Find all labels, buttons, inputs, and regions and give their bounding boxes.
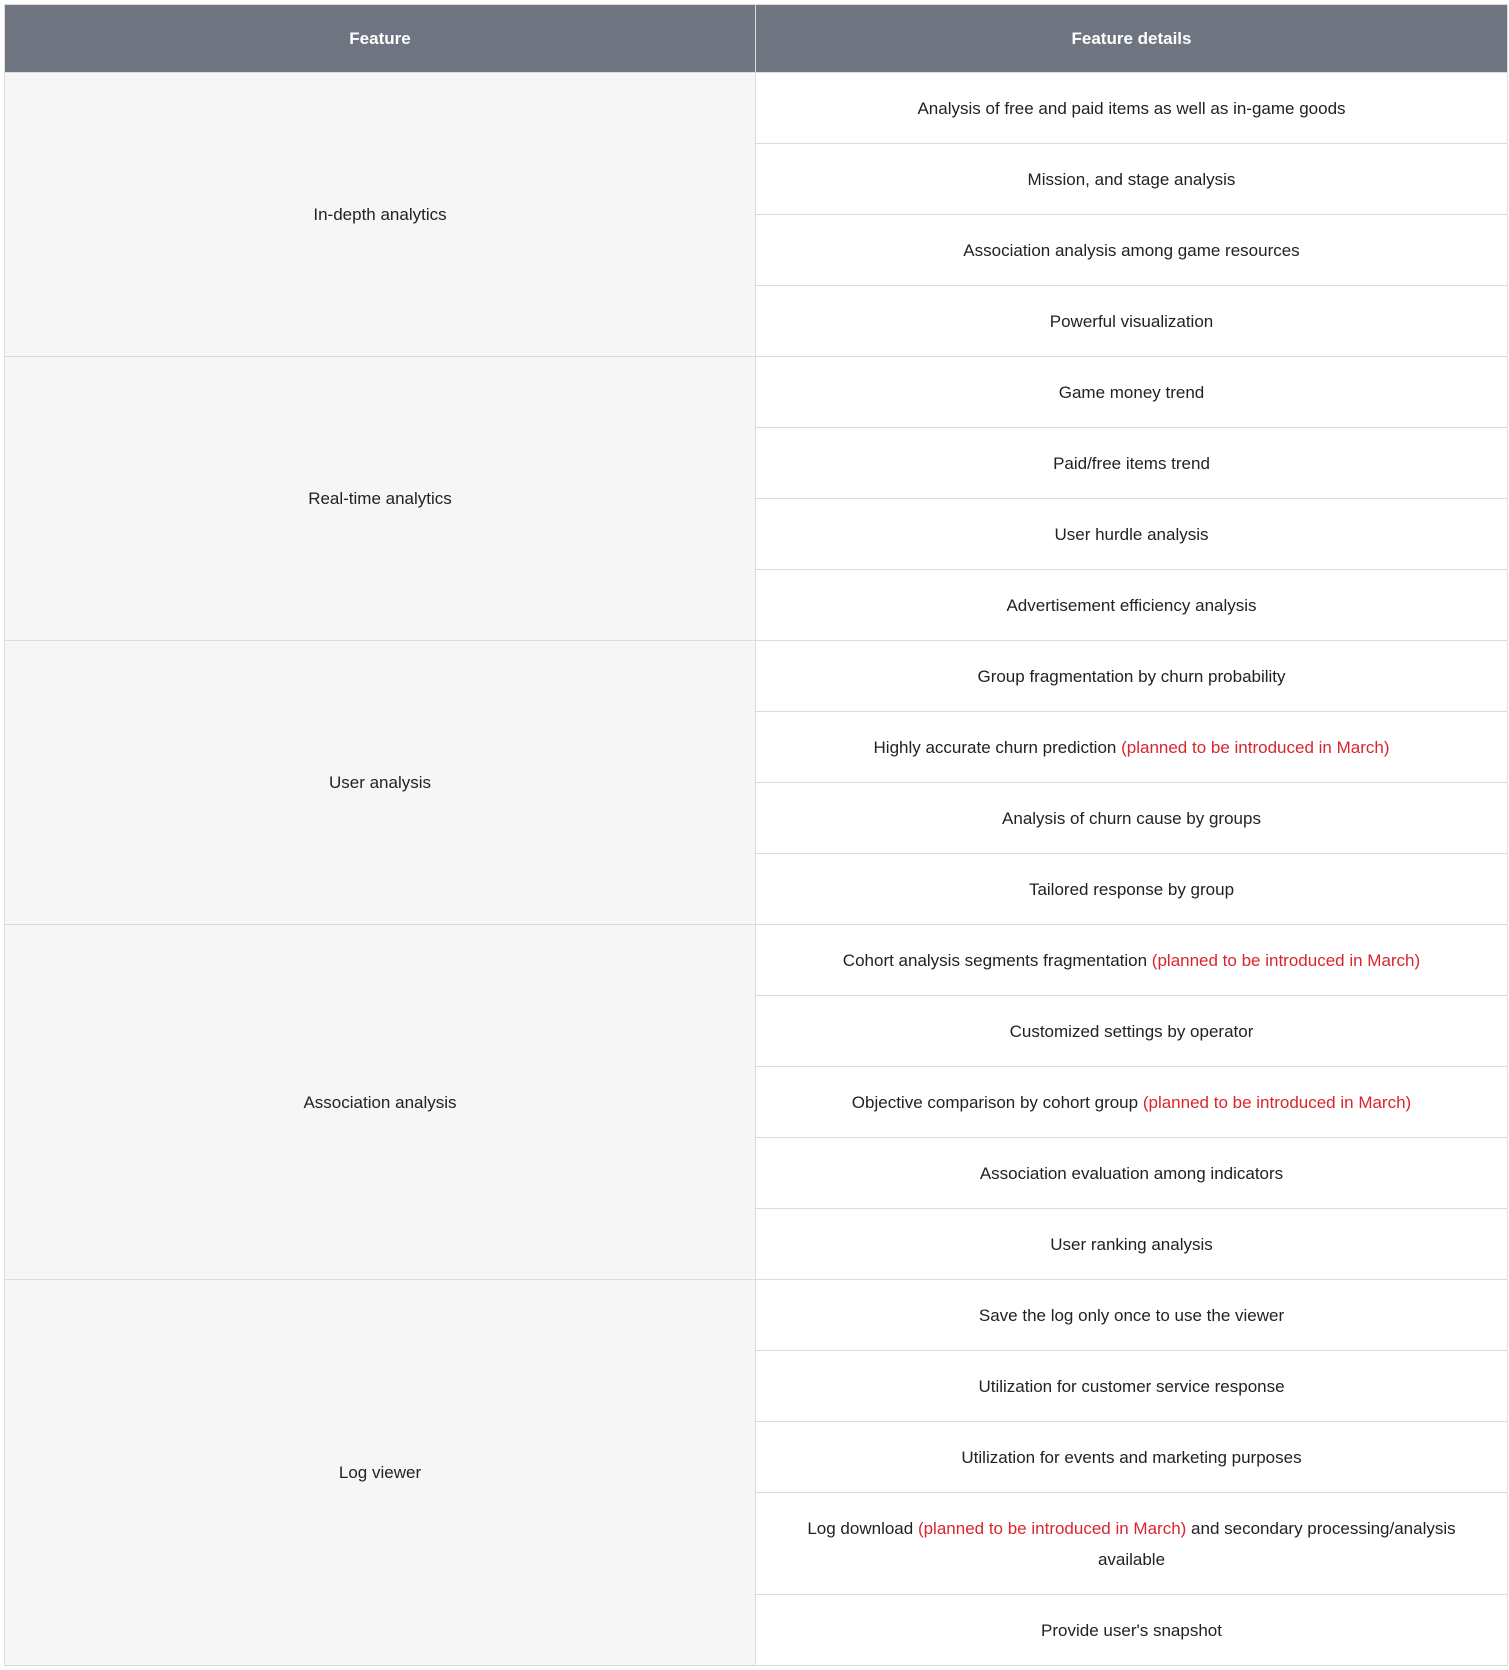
detail-text: Powerful visualization [1049, 311, 1214, 331]
table-row [5, 73, 1508, 144]
detail-text: Customized settings by operator [1009, 1021, 1254, 1041]
table-row [5, 641, 1508, 712]
features-table [4, 4, 1508, 1666]
feature-detail-cell [756, 215, 1508, 286]
detail-text: Advertisement efficiency analysis [1006, 595, 1257, 615]
table-row [5, 357, 1508, 428]
feature-name-cell: Real-time analytics [5, 357, 756, 641]
feature-detail-cell [756, 1351, 1508, 1422]
detail-text: Association evaluation among indicators [979, 1163, 1284, 1183]
feature-name-cell: Log viewer [5, 1280, 756, 1666]
feature-detail-cell [756, 286, 1508, 357]
feature-detail-cell [756, 357, 1508, 428]
feature-details-column-header: Feature details [756, 5, 1508, 73]
table-row [5, 1280, 1508, 1351]
feature-detail-cell [756, 428, 1508, 499]
detail-text: Utilization for events and marketing purposes [961, 1447, 1302, 1467]
feature-detail-cell [756, 1067, 1508, 1138]
table-header-row [5, 5, 1508, 73]
detail-text: Mission, and stage analysis [1027, 169, 1236, 189]
detail-text: Objective comparison by cohort group [851, 1092, 1143, 1112]
feature-column-header: Feature [5, 5, 756, 73]
feature-detail-cell [756, 925, 1508, 996]
planned-release-note: (planned to be introduced in March) [1151, 950, 1421, 970]
feature-detail-cell [756, 1422, 1508, 1493]
detail-text: Analysis of churn cause by groups [1002, 808, 1261, 828]
detail-text: Save the log only once to use the viewer [978, 1305, 1285, 1325]
feature-detail-cell [756, 712, 1508, 783]
feature-detail-cell [756, 1138, 1508, 1209]
detail-text: Paid/free items trend [1053, 453, 1210, 473]
feature-detail-cell [756, 570, 1508, 641]
table-row [5, 925, 1508, 996]
detail-text: User ranking analysis [1050, 1234, 1213, 1254]
feature-detail-cell [756, 73, 1508, 144]
table-wrapper [4, 4, 1508, 1666]
detail-text: Association analysis among game resources [963, 240, 1300, 260]
detail-text: Log download [807, 1518, 918, 1538]
detail-text: Group fragmentation by churn probability [977, 666, 1286, 686]
feature-detail-cell [756, 1280, 1508, 1351]
feature-detail-cell [756, 854, 1508, 925]
planned-release-note: (planned to be introduced in March) [1142, 1092, 1412, 1112]
feature-detail-cell [756, 783, 1508, 854]
feature-detail-cell [756, 1209, 1508, 1280]
feature-detail-cell [756, 144, 1508, 215]
detail-text: Analysis of free and paid items as well as in-game goods [917, 98, 1346, 118]
feature-detail-cell [756, 499, 1508, 570]
detail-text: Provide user's snapshot [1041, 1620, 1222, 1640]
detail-text: Cohort analysis segments fragmentation [842, 950, 1152, 970]
feature-detail-cell [756, 641, 1508, 712]
feature-detail-cell [756, 996, 1508, 1067]
detail-text: Tailored response by group [1028, 879, 1235, 899]
planned-release-note: (planned to be introduced in March) [1121, 737, 1390, 757]
detail-text-continued: and secondary processing/analysis available [1097, 1518, 1456, 1569]
detail-text: Game money trend [1058, 382, 1205, 402]
feature-name-cell: Association analysis [5, 925, 756, 1280]
feature-detail-cell [756, 1595, 1508, 1666]
detail-text: Highly accurate churn prediction [873, 737, 1122, 757]
detail-text: Utilization for customer service response [978, 1376, 1285, 1396]
table-body [5, 73, 1508, 1666]
feature-name-cell: User analysis [5, 641, 756, 925]
feature-detail-cell [756, 1493, 1508, 1595]
detail-text: User hurdle analysis [1054, 524, 1209, 544]
feature-name-cell: In-depth analytics [5, 73, 756, 357]
planned-release-note: (planned to be introduced in March) [917, 1518, 1187, 1538]
